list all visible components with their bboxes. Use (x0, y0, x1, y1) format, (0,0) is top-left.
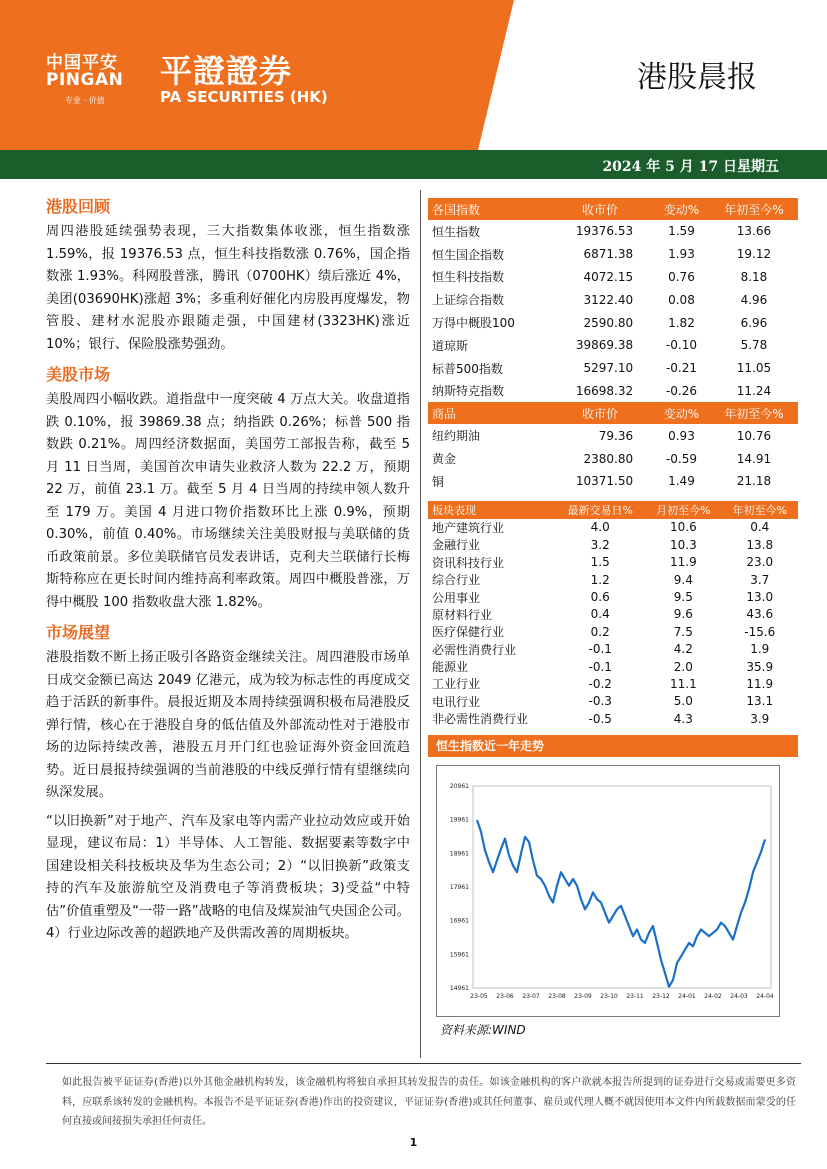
row-label: 地产建筑行业 (432, 520, 505, 535)
footer-divider (46, 1063, 801, 1064)
cell-value: 1.82 (668, 315, 695, 330)
cell-value: 2380.80 (583, 451, 634, 466)
cell-value: 1.93 (668, 247, 695, 262)
row-label: 金融行业 (432, 538, 481, 553)
cell-value: 1.2 (590, 572, 610, 587)
cell-value: 1.49 (668, 474, 695, 489)
cell-value: -0.1 (588, 642, 612, 657)
cell-value: 3122.40 (583, 292, 634, 307)
y-tick-label: 16961 (449, 918, 469, 926)
cell-value: 0.6 (590, 590, 610, 605)
cell-value: 13.0 (746, 590, 774, 605)
col-header: 板块表现 (428, 501, 555, 519)
sector-row (428, 536, 798, 553)
cell-value: 14.91 (736, 451, 772, 466)
cell-value: 7.5 (673, 624, 693, 639)
cell-value: 5297.10 (583, 361, 634, 376)
cell-value: 19.12 (736, 247, 772, 262)
sector-row (428, 658, 798, 675)
x-tick-label: 23-07 (522, 993, 540, 1001)
col-header: 变动% (653, 198, 710, 220)
cell-value: 4072.15 (583, 269, 634, 284)
row-label: 资讯科技行业 (432, 555, 505, 570)
col-header: 年初至今% (722, 501, 798, 519)
index-row (428, 220, 798, 243)
page-number: 1 (409, 1136, 418, 1149)
commodity-row (428, 470, 798, 493)
col-header: 收市价 (547, 402, 653, 424)
cell-value: 19376.53 (575, 224, 634, 239)
row-label: 能源业 (432, 660, 469, 675)
row-label: 上证综合指数 (432, 293, 505, 308)
cell-value: 6871.38 (583, 247, 634, 262)
col-header: 收市价 (547, 198, 653, 220)
row-label: 标普500指数 (432, 361, 503, 376)
chart-source: 资料来源:WIND (440, 1023, 526, 1038)
cell-value: -0.2 (588, 676, 612, 691)
cell-value: 5.78 (740, 338, 768, 353)
hsi-series-line (477, 820, 765, 987)
index-row (428, 380, 798, 403)
commodity-row (428, 424, 798, 447)
x-tick-label: 23-10 (600, 993, 618, 1001)
x-tick-label: 23-06 (496, 993, 514, 1001)
col-header: 年初至今% (710, 198, 798, 220)
cell-value: 4.0 (590, 520, 610, 535)
cell-value: 3.2 (590, 537, 610, 552)
y-tick-label: 15961 (449, 951, 469, 959)
cell-value: 10371.50 (575, 474, 634, 489)
cell-value: 23.0 (746, 555, 774, 570)
index-row (428, 357, 798, 380)
cell-value: 8.18 (740, 269, 768, 284)
sector-row (428, 571, 798, 588)
pingan-logo-en: PINGAN (46, 70, 124, 90)
sector-row (428, 519, 798, 536)
cell-value: 0.08 (668, 292, 695, 307)
pingan-logo-cn: 中国平安 (46, 53, 118, 73)
cell-value: 0.76 (668, 269, 695, 284)
y-tick-label: 14961 (449, 985, 469, 993)
col-header: 商品 (428, 402, 547, 424)
cell-value: -0.3 (588, 694, 612, 709)
col-header: 年初至今% (710, 402, 798, 424)
section-heading: 港股回顾 (46, 197, 111, 216)
section-paragraph: “以旧换新”对于地产、汽车及家电等内需产业拉动效应或开始显现，建议布局：1）半导体、人工智能、数据要素等数字中国建设相关科技板块及华为生态公司；2）“以旧换新”政策支持的汽车及旅游航空及消费电子等消费板块；3)受益“中特估”价值重塑及“一带一路”战略的电信及煤炭油气央国企公司。4）行业边际改善的超跌地产及供需改善的周期板块。 (46, 813, 410, 941)
chart-title: 恒生指数近一年走势 (428, 735, 798, 757)
cell-value: 35.9 (746, 659, 774, 674)
col-header: 月初至今% (645, 501, 721, 519)
cell-value: -0.5 (588, 711, 612, 726)
section-heading: 市场展望 (46, 623, 111, 642)
row-label: 恒生指数 (432, 224, 481, 239)
section-us-market (46, 362, 410, 614)
commodity-row (428, 447, 798, 470)
row-label: 万得中概股100 (432, 316, 515, 331)
row-label: 纽约期油 (432, 429, 481, 444)
y-tick-label: 20961 (449, 783, 469, 791)
disclaimer: 如此报告被平证证券(香港)以外其他金融机构转发，该金融机构将独自承担其转发报告的责任。如该金融机构的客户欲就本报告所提到的证券进行交易或需要更多资料，应联系该转发的金融机构。本报告不是平证证券(香港)作出的投资建议，平证证券(香港)或其任何董事、雇员或代理人概不就因使用本文件内所载数据而蒙受的任何直接或间接损失承担任何责任。 (62, 1077, 796, 1127)
col-header: 最新交易日% (555, 501, 645, 519)
cell-value: 10.3 (669, 537, 697, 552)
brand-name-en: PA SECURITIES (HK) (160, 88, 328, 106)
brand-name-cn: 平證證券 (160, 52, 293, 90)
cell-value: 9.5 (673, 590, 693, 605)
report-header (0, 0, 827, 150)
index-row (428, 311, 798, 334)
section-paragraph: 港股指数不断上扬正吸引各路资金继续关注。周四港股市场单日成交金额已高达 2049 亿港元，成为较为标志性的再度成交趋于活跃的新事件。晨报近期及本周持续强调积极布局港股反弹行情，核心在于港股自身的低估值及外部流动性对于港股市场的边际持续改善，港股五月开门红也验证海外资金回流趋势。近日晨报持续强调的当前港股的中线反弹行情有望继续向纵深发展。 (46, 650, 410, 800)
pingan-tagline: 专业 · 价值 (65, 96, 105, 105)
index-row (428, 266, 798, 289)
cell-value: 11.9 (746, 676, 774, 691)
section-paragraph: 美股周四小幅收跌。道指盘中一度突破 4 万点大关。收盘道指跌 0.10%，报 39869.38 点；纳指跌 0.26%；标普 500 指数跌 0.21%。周四经济数据面，美国劳工部报告称，截至 5 月 11 日当周，美国首次申请失业救济人数为 22.2 万，预期 22 万，前值 23.1 万。截至 5 月 4 日当周的持续申领人数升至 179 万。美国 4 月进口物价指数环比上涨 0.9%，预期 0.30%，前值 0.40%。市场继续关注美股财报与美联储的货币政策前景。多位美联储官员发表讲话，克利夫兰联储行长梅斯特称应在更长时间内维持高利率政策。周四中概股普涨，万得中概股 100 指数收盘大涨 1.82%。 (46, 392, 410, 610)
section-outlook (46, 620, 410, 946)
cell-value: 9.4 (673, 572, 693, 587)
x-tick-label: 24-04 (756, 993, 774, 1001)
sector-row (428, 554, 798, 571)
x-tick-label: 23-09 (574, 993, 592, 1001)
row-label: 工业行业 (432, 677, 481, 692)
cell-value: 79.36 (598, 428, 634, 443)
row-label: 恒生科技指数 (432, 270, 505, 285)
row-label: 必需性消费行业 (432, 642, 517, 657)
cell-value: 3.7 (750, 572, 770, 587)
cell-value: 2.0 (673, 659, 693, 674)
row-label: 纳斯特克指数 (432, 384, 505, 399)
col-header: 变动% (653, 402, 710, 424)
cell-value: -15.6 (744, 624, 776, 639)
row-label: 原材料行业 (432, 607, 493, 622)
row-label: 电讯行业 (432, 694, 481, 709)
cell-value: 11.05 (736, 361, 772, 376)
cell-value: 11.24 (736, 383, 772, 398)
cell-value: -0.1 (588, 659, 612, 674)
cell-value: 13.1 (746, 694, 774, 709)
row-label: 铜 (432, 474, 445, 489)
cell-value: 9.6 (673, 607, 693, 622)
row-label: 道琼斯 (432, 338, 469, 353)
row-label: 非必需性消费行业 (432, 712, 529, 727)
cell-value: 4.2 (673, 642, 693, 657)
row-label: 综合行业 (432, 573, 481, 588)
index-table (428, 198, 798, 493)
cell-value: -0.10 (665, 338, 697, 353)
sector-row (428, 641, 798, 658)
cell-value: 1.59 (668, 224, 695, 239)
cell-value: 5.0 (673, 694, 693, 709)
cell-value: 10.76 (736, 428, 772, 443)
cell-value: 13.66 (736, 224, 772, 239)
data-column (428, 198, 798, 1038)
row-label: 医疗保健行业 (432, 625, 505, 640)
cell-value: 4.96 (740, 292, 768, 307)
commentary-column (46, 194, 410, 952)
hsi-chart-svg (437, 766, 779, 1016)
header-diagonal (478, 0, 514, 150)
cell-value: 16698.32 (575, 383, 634, 398)
cell-value: -0.21 (665, 361, 697, 376)
cell-value: 43.6 (746, 607, 774, 622)
y-tick-label: 19961 (449, 817, 469, 825)
y-tick-label: 18961 (449, 850, 469, 858)
cell-value: 0.4 (750, 520, 770, 535)
cell-value: 1.9 (750, 642, 770, 657)
cell-value: 4.3 (673, 711, 693, 726)
cell-value: 0.2 (590, 624, 610, 639)
plot-area (473, 786, 771, 988)
cell-value: 1.5 (590, 555, 610, 570)
sector-row (428, 710, 798, 727)
index-row (428, 243, 798, 266)
cell-value: 0.4 (590, 607, 610, 622)
cell-value: 11.1 (669, 676, 697, 691)
cell-value: 2590.80 (583, 315, 634, 330)
cell-value: 11.9 (669, 555, 697, 570)
sector-row (428, 606, 798, 623)
sector-row (428, 588, 798, 605)
row-label: 恒生国企指数 (432, 247, 505, 262)
col-header: 各国指数 (428, 198, 547, 220)
cell-value: 39869.38 (575, 338, 634, 353)
cell-value: 10.6 (669, 520, 697, 535)
cell-value: -0.59 (665, 451, 697, 466)
section-heading: 美股市场 (46, 365, 111, 384)
cell-value: -0.26 (665, 383, 697, 398)
cell-value: 13.8 (746, 537, 774, 552)
row-label: 黄金 (432, 452, 457, 467)
section-hk-review (46, 194, 410, 356)
x-tick-label: 24-03 (730, 993, 748, 1001)
hsi-chart (436, 765, 780, 1017)
section-paragraph: 周四港股延续强势表现，三大指数集体收涨，恒生指数涨 1.59%，报 19376.53 点，恒生科技指数涨 0.76%，国企指数涨 1.93%。科网股普涨，腾讯（0700HK）绩后涨近 4%，美团(03690HK)涨超 3%；多重利好催化内房股再度爆发，物管股、建材水泥股亦跟随走强，中国建材(3323HK)涨近 10%；银行、保险股涨势强劲。 (46, 224, 410, 352)
column-divider (420, 190, 421, 1058)
cell-value: 21.18 (736, 474, 772, 489)
x-tick-label: 23-08 (548, 993, 566, 1001)
index-row (428, 334, 798, 357)
y-tick-label: 17961 (449, 884, 469, 892)
sector-row (428, 675, 798, 692)
cell-value: 3.9 (750, 711, 770, 726)
sector-row (428, 623, 798, 640)
sector-table (428, 501, 798, 728)
report-date: 2024 年 5 月 17 日星期五 (602, 159, 779, 175)
x-tick-label: 23-05 (470, 993, 488, 1001)
index-row (428, 288, 798, 311)
report-title: 港股晨报 (637, 60, 757, 95)
x-tick-label: 24-02 (704, 993, 722, 1001)
x-tick-label: 24-01 (678, 993, 696, 1001)
cell-value: 0.93 (668, 428, 695, 443)
sector-row (428, 693, 798, 710)
x-tick-label: 23-12 (652, 993, 670, 1001)
cell-value: 6.96 (740, 315, 768, 330)
x-tick-label: 23-11 (626, 993, 644, 1001)
row-label: 公用事业 (432, 590, 481, 605)
